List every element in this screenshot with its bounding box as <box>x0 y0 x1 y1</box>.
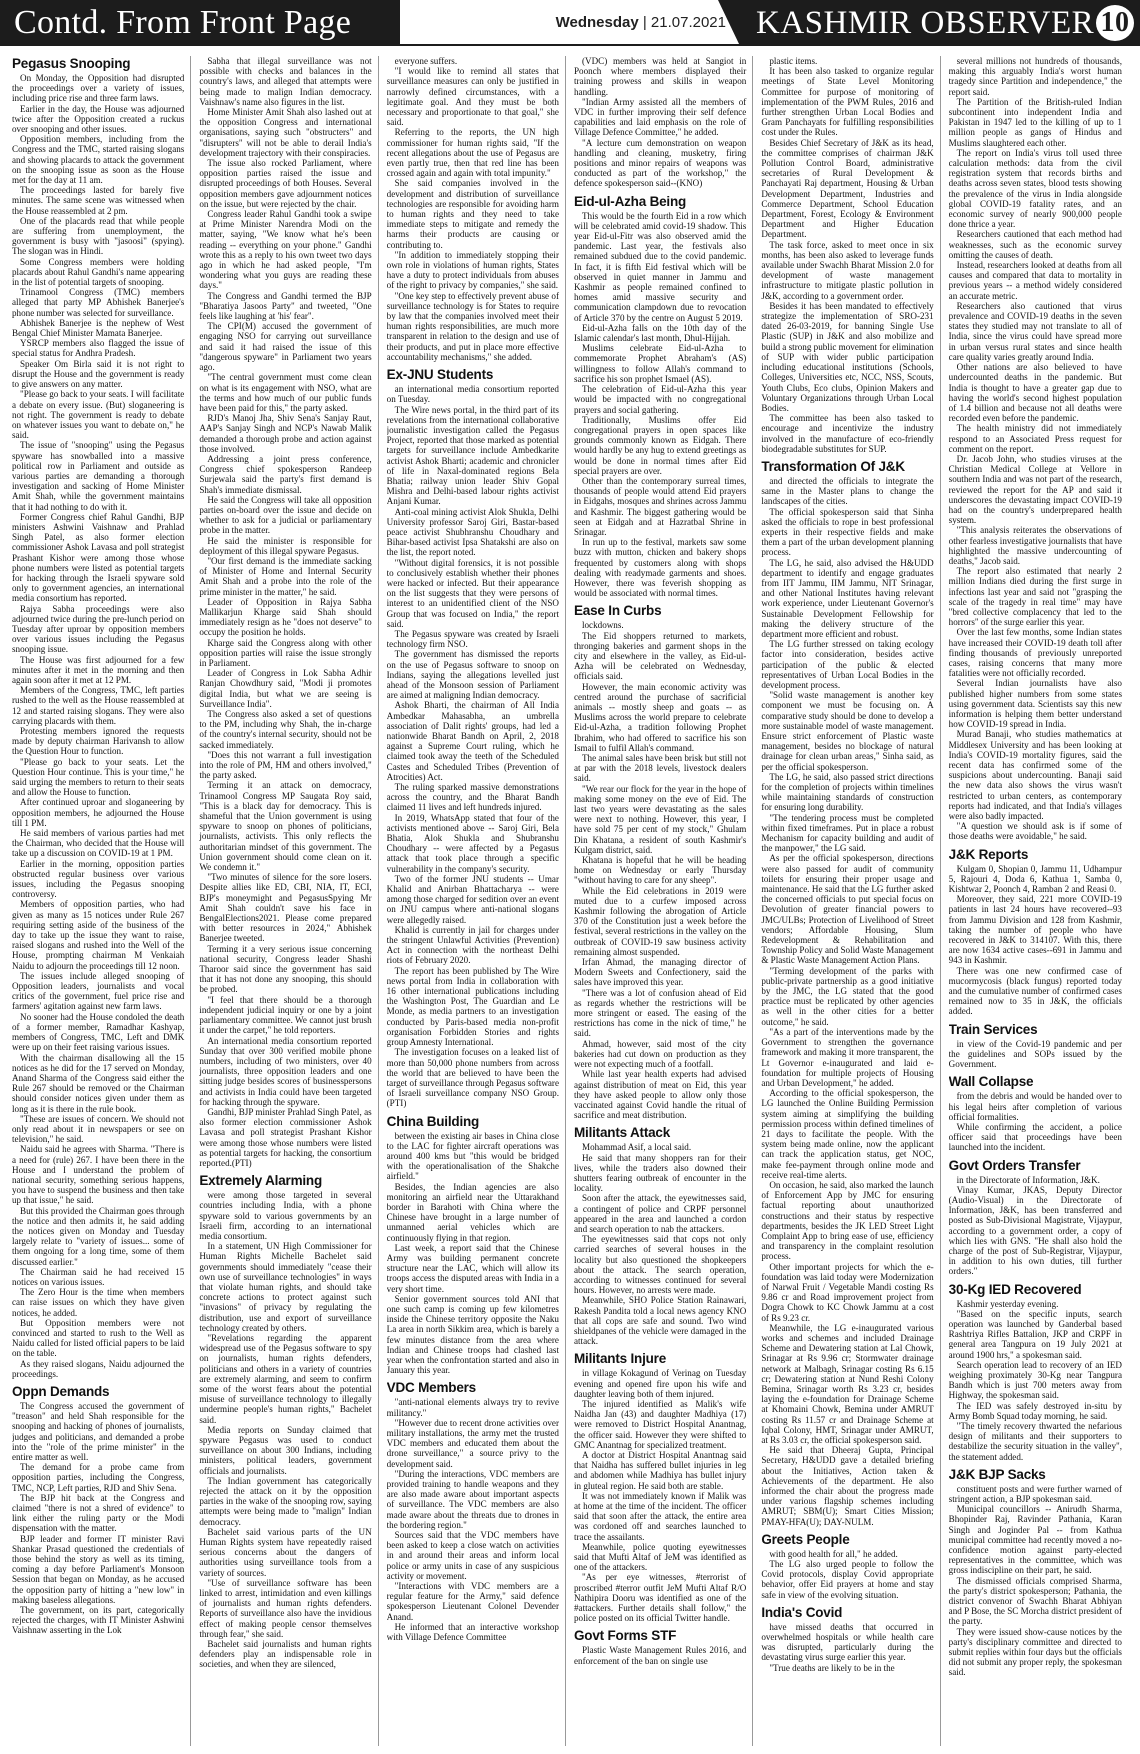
column-5 <box>761 56 940 1746</box>
article-paragraph: The LG, he said, also passed strict directions for the completion of projects within timelines while maintaining standards of construction for ensuring long durability. <box>761 771 934 813</box>
article-paragraph: He said that many shoppers ran for their lives, while the traders also downed their shutters fearing outbreak of encounter in the locality. <box>573 1152 747 1194</box>
article-paragraph: Murad Banaji, who studies mathematics at Middlesex University and has been looking at India's COVID-19 mortality figures, said the recent data has confirmed some of the suspicions about undercounting. Banaji said the new data also shows the virus wasn't restricted to urban centers, as contemporary reports had indicated, and that India's villages were also badly impacted. <box>948 729 1122 822</box>
article-headline: Eid-ul-Azha Being <box>573 193 687 209</box>
article-paragraph: Leader of Opposition in Rajya Sabha Mallikarjun Kharge said Shah should immediately resign as he "does not deserve" to occupy the position he holds. <box>199 596 372 638</box>
article-paragraph: He said that Dheeraj Gupta, Principal Secretary, H&UDD gave a detailed briefing about the Initiatives, Action taken & Achievements of the department. He also informed the chair about the progress made under various flagship schemes including AMRUT; SBM(U); Smart Cities Mission; PMAY-HFA(U); DAY-NULM. <box>761 1445 934 1527</box>
article-paragraph: The LG further stressed on taking ecology factor into consideration, besides active participation of the public & elected representatives of Urban Local Bodies in the development process. <box>761 639 934 690</box>
article-paragraph: He said the Congress will take all opposition parties on-board over the issue and decide on whether to ask for a judicial or parliamentary probe in the matter. <box>199 494 372 536</box>
column-6 <box>949 56 1128 1746</box>
column-1 <box>12 56 191 1746</box>
article-paragraph: (VDC) members was held at Sangiot in Poonch where members displayed their training prowess and skills in weapon handling. <box>573 56 747 97</box>
article-paragraph: The government has dismissed the reports on the use of Pegasus software to snoop on Indians, saying the allegations levelled just ahead of the Monsoon session of Parliament are aimed at maligning Indian democracy. <box>386 649 559 701</box>
article-paragraph: "Revelations regarding the apparent widespread use of the Pegasus software to spy on journalists, human rights defenders, politicians and others in a variety of countries are extremely alarming, and seem to confirm some of the worst fears about the potential misuse of surveillance technology to illegally undermine people's human rights," Bachelet said. <box>199 1332 372 1425</box>
article-paragraph: The eyewitnesses said that cops not only carried searches of several houses in the locality but also questioned the shopkeepers about the attack. The search operation, according to witnesses continued for several hours. However, no arrests were made. <box>573 1234 747 1296</box>
article-paragraph: plastic items. <box>769 56 818 66</box>
article-paragraph: Mohammad Asif, a local said. <box>581 1142 692 1153</box>
article-paragraph: Meanwhile, the LG e-inaugurated various works and schemes and included Drainage Scheme and Dewatering station at Lal Chowk, Srinagar at Rs 9.96 cr; Stormwater drainage network at Malbagh, Srinagar costing Rs 6.15 cr; Dewatering station at Nund Reshi Colony Bemina, Srinagar worth Rs 3.23 cr, besides laying the e-foundation for Drainage Scheme at Khomaini Chowk, Bemina under AMRUT costing Rs 11.57 cr and Drainage Scheme at Iqbal Colony, HMT, Srinagar under AMRUT, at Rs 3.03 cr, the official spokesperson said. <box>761 1322 934 1446</box>
article-paragraph: Muslims celebrate Eid-ul-Azha to commemorate Prophet Abraham's (AS) willingness to follow Allah's command to sacrifice his son prophet Ismael (AS). <box>573 343 747 384</box>
article-paragraph: have missed deaths that occurred in overwhelmed hospitals or while health care was disrupted, particularly during the devastating virus surge earlier this year. <box>761 1621 934 1663</box>
article-paragraph: The Eid shoppers returned to markets, thronging bakeries and garment shops in the city and elsewhere in the valley, as Eid-ul-Azha will be celebrated on Wednesday, officials said. <box>573 630 747 682</box>
article-paragraph: Besides, the Indian agencies are also monitoring an airfield near the Uttarakhand border in Barahoti with China where the Chinese have brought in a large number of unmanned aerial vehicles which are continuously flying in that region. <box>386 1181 559 1243</box>
article-headline: Ease In Curbs <box>573 603 662 619</box>
article-paragraph: "Interactions with VDC members are a regular feature for the Army," said defence spokesperson Lieutenant Colonel Devender Anand. <box>386 1581 559 1622</box>
article-paragraph: everyone suffers. <box>394 56 458 66</box>
dateline: Wednesday | 21.07.2021 <box>400 0 740 46</box>
article-paragraph: Other important projects for which the e-foundation was laid today were Modernization of Narwal Fruit / Vegetable Mandi costing Rs 9.86 cr and Road improvement project from Dogra Chowk to KC Chowk Jammu at a cost of Rs 9.23 cr. <box>761 1261 934 1323</box>
article-headline: Greets People <box>761 1531 850 1547</box>
article-paragraph: Dr. Jacob John, who studies viruses at the Christian Medical College at Vellore in southern India and was not part of the research, reviewed the report for the AP and said it underscores the devastating impact COVID-19 had on the country's underprepared health system. <box>948 453 1122 526</box>
article-paragraph: The task force, asked to meet once in six months, has been also asked to leverage funds available under Swachh Bharat Mission 2.0 for development of waste management infrastructure to mitigate plastic pollution in J&K, according to a government order. <box>761 239 934 301</box>
article-paragraph: Two of the former JNU students -- Umar Khalid and Anirban Bhattacharya -- were among those charged for sedition over an event on JNU campus where anti-national slogans were allegedly raised. <box>386 873 559 925</box>
article-paragraph: "I would like to remind all states that surveillance measures can only be justified in narrowly defined circumstances, with a legitimate goal. And they must be both necessary and proportionate to that goal," she said. <box>386 66 559 128</box>
article-paragraph: The CPI(M) accused the government of engaging NSO for carrying out surveillance and said it had raised the issue of this "dangerous spyware" in Parliament two years ago. <box>199 321 372 373</box>
article-paragraph: Congress leader Rahul Gandhi took a swipe at Prime Minister Narendra Modi on the matter, saying, "We know what he's been reading -- everything on your phone." Gandhi wrote this as a reply to his own tweet two days ago in which he had asked people, "I'm wondering what you guys are reading these days." <box>199 209 372 291</box>
article-paragraph: While last year health experts had advised against distribution of meat on Eid, this year they have asked people to allow only those vaccinated against Covid handle the ritual of sacrifice and meat distribution. <box>573 1069 747 1121</box>
article-paragraph: Rajya Sabha proceedings were also adjourned twice during the pre-lunch period on Tuesday after uproar by opposition members over various issues including the Pegasus snooping issue. <box>12 603 185 655</box>
article-paragraph: The health ministry did not immediately respond to an Associated Press request for comment on the report. <box>948 423 1122 454</box>
article-paragraph: constituent posts and were further warned of stringent action, a BJP spokesman said. <box>948 1483 1122 1504</box>
article-paragraph: "Does this not warrant a full investigation into the role of PM, HM and others involved," the party asked. <box>199 749 372 781</box>
article-paragraph: With the chairman disallowing all the 15 notices as he did for the 17 served on Monday, Anand Sharma of the Congress said either the Rule 267 should be removed or the Chairman should consider notices given under them as long as it is there in the rule book. <box>12 1052 185 1114</box>
article-paragraph: "Our first demand is the immediate sacking of Minister of Home and Internal Security Amit Shah and a probe into the role of the prime minister in the matter," he said. <box>199 555 372 597</box>
article-paragraph: Researchers cautioned that each method had weaknesses, such as the economic survey omitting the causes of death. <box>948 229 1122 260</box>
article-paragraph: YSRCP members also flagged the issue of special status for Andhra Pradesh. <box>12 338 185 359</box>
issue-day: Wednesday <box>555 13 639 31</box>
article-paragraph: The government, on its part, categorically rejected the charges, with IT Minister Ashwini Vaishnaw asserting in the Lok <box>12 1605 185 1636</box>
article-paragraph: Former Congress chief Rahul Gandhi, BJP ministers Ashwini Vaishnaw and Prahlad Singh Patel, as also former election commissioner Ashok Lavasa and poll strategist Prashant Kishor were among those whose phone numbers were listed as potential targets for hacking through the Israeli spyware sold only to government agencies, an international media consortium has reported. <box>12 511 185 604</box>
article-paragraph: Khalid is currently in jail for charges under the stringent Unlawful Activities (Prevention) Act in connection with the northeast Delhi riots of February 2020. <box>386 924 559 966</box>
article-headline: Train Services <box>948 1021 1038 1037</box>
article-headline: India's Covid <box>761 1604 843 1620</box>
article-paragraph: Trinamool Congress (TMC) members alleged that party MP Abhishek Banerjee's phone number was selected for surveillance. <box>12 287 185 318</box>
article-paragraph: "The timely recovery thwarted the nefarious design of militants and their supporters to destabilize the security situation in the valley", the statement added. <box>948 1420 1122 1462</box>
column-2 <box>199 56 378 1746</box>
article-headline: Pegasus Snooping <box>12 56 131 71</box>
article-paragraph: The official spokesperson said that Sinha asked the officials to rope in best professional experts in their respective fields and make them a part of the urban development planning process. <box>761 506 934 558</box>
article-paragraph: "There was a lot of confusion ahead of Eid as regards whether the restrictions will be more stringent or eased. The easing of the restrictions has come in the nick of time," he said. <box>573 987 747 1039</box>
article-paragraph: The Congress and Gandhi termed the BJP "Bharatiya Jasoos Party" and tweeted, "One feels like laughing at 'his' fear". <box>199 290 372 322</box>
article-columns <box>12 56 1128 1746</box>
article-paragraph: After continued uproar and sloganeering by opposition members, he adjourned the House till 1 PM. <box>12 797 185 828</box>
article-paragraph: "Based on the specific inputs, search operation was launched by Ganderbal based Rashtriya Rifles Battalion, JKP and CRPF in general area Tangpura on 19 July 2021 at around 1900 hrs," a spokesman said. <box>948 1308 1122 1360</box>
article-paragraph: While the Eid celebrations in 2019 were muted due to a curfew imposed across Kashmir following the abrogation of Article 370 of the Constitution just a week before the festival, several restrictions in the valley on the outbreak of COVID-19 saw business activity remaining almost suspended. <box>573 885 747 957</box>
article-headline: 30-Kg IED Recovered <box>948 1281 1082 1297</box>
issue-date: 21.07.2021 <box>650 13 726 31</box>
article-paragraph: The Wire news portal, in the third part of its revelations from the international collaborative journalistic investigation called the Pegasus Project, reported that those marked as potential targets for surveillance include Ambedkarite activist Ashok Bharti; academic and chronicler of life in Naxal-dominated regions Bela Bhatia; railway union leader Shiv Gopal Mishra and Delhi-based labour rights activist Anjani Kumar. <box>386 404 559 507</box>
article-paragraph: While confirming the accident, a police officer said that proceedings have been launched into the incident. <box>948 1121 1122 1153</box>
article-paragraph: The investigation focuses on a leaked list of more than 50,000 phone numbers from across the world that are believed to have been the target of surveillance through Pegasus software of Israeli surveillance company NSO Group. (PTI) <box>386 1047 559 1109</box>
article-paragraph: "I feel that there should be a thorough independent judicial inquiry or one by a joint parliamentary committee. We cannot just brush it under the carpet," he told reporters. <box>199 994 372 1036</box>
article-paragraph: They were issued show-cause notices by the party's disciplinary committee and directed to submit replies within four days but the officials did not submit any proper reply, the spokesman said. <box>948 1626 1122 1678</box>
article-paragraph: Opposition members, including from the Congress and the TMC, started raising slogans and showing placards to attack the government on the snooping issue as soon as the House met for the day at 11 am. <box>12 134 185 186</box>
article-paragraph: Researchers also cautioned that virus prevalence and COVID-19 deaths in the seven states they studied may not translate to all of India, since the virus could have spread more in urban versus rural states and since health care quality varies greatly around India. <box>948 300 1122 362</box>
article-paragraph: No sooner had the House condoled the death of a former member, Ramadhar Kashyap, members of Congress, TMC, Left and DMK were up on their feet raising various issues. <box>12 1011 185 1053</box>
article-paragraph: Speaker Om Birla said it is not right to disrupt the House and the government is ready to give answers on any matter. <box>12 358 185 390</box>
article-paragraph: Search operation lead to recovery of an IED weighing proximately 30-Kg near Tangpura Bandh which is just 700 meters away from Highway, the spokesman said. <box>948 1359 1122 1401</box>
article-paragraph: The issue also rocked Parliament, where opposition parties raised the issue and disrupted proceedings of both Houses. Several opposition members gave adjournment notices on the issue, but were rejected by the chair. <box>199 158 372 209</box>
article-paragraph: Naidu said he agrees with Sharma. "There is a need for (rule) 267. I have been there in the House and I understand the problem of national security, something serious happens, you have to suspend the business and then take up that issue," he said. <box>12 1144 185 1206</box>
article-paragraph: She said companies involved in the development and distribution of surveillance technologies are responsible for avoiding harm to human rights and they need to take immediate steps to mitigate and remedy the harms their products are causing or contributing to. <box>386 178 559 250</box>
article-paragraph: "This analysis reiterates the observations of other fearless investigative journalists that have highlighted the massive undercounting of deaths," Jacob said. <box>948 525 1122 566</box>
article-paragraph: "The tendering process must be completed within fixed timeframes. Put in place a robust Mechanism for capacity building and audit of the manpower," the LG said. <box>761 812 934 854</box>
article-paragraph: "A question we should ask is if some of those deaths were avoidable," he said. <box>948 821 1122 842</box>
article-headline: China Building <box>386 1113 480 1129</box>
article-paragraph: He informed that an interactive workshop with Village Defence Committee <box>386 1621 559 1643</box>
article-paragraph: Besides Chief Secretary of J&K as its head, the committee comprises of chairman J&K Pollution Control Board, administrative secretaries of Rural Development & Panchayati Raj department, Housing & Urban Development Department, Industries and Commerce Department, School Education Department, Forest, Ecology & Environment Department and Higher Education Department. <box>761 137 934 240</box>
article-paragraph: It was not immediately known if Malik was at home at the time of the incident. The officer said that soon after the attack, the entire area was cordoned off and searches launched to trace the assailants. <box>573 1490 747 1542</box>
article-paragraph: Kharge said the Congress along with other opposition parties will raise the issue strongly in Parliament. <box>199 637 372 668</box>
article-paragraph: "A lecture cum demonstration on weapon handling and cleaning, musketry, firing positions and minor repairs of weapons was conducted as part of the workshop," the defence spokesperson said--(KNO) <box>573 137 747 189</box>
article-paragraph: Earlier in the day, the House was adjourned twice after the Opposition created a ruckus over snooping and other issues. <box>12 103 185 135</box>
article-paragraph: The Zero Hour is the time when members can raise issues on which they have given notices, he added. <box>12 1287 185 1318</box>
article-paragraph: The Congress also asked a set of questions to the PM, including why Shah, the in-charge of the country's internal security, should not be sacked immediately. <box>199 709 372 750</box>
article-paragraph: "True deaths are likely to be in the <box>769 1662 895 1673</box>
article-paragraph: An international media consortium reported Sunday that over 300 verified mobile phone numbers, including of two ministers, over 40 journalists, three opposition leaders and one sitting judge besides scores of businesspersons and activists in India could have been targeted for hacking through the spyware. <box>199 1035 372 1107</box>
column-4 <box>574 56 753 1746</box>
article-paragraph: As per the official spokesperson, directions were also passed for audit of community toilets for ensuring their proper usage and maintenance. He said that the LG further asked the concerned officials to put special focus on Devolution of greater financial powers to JMC/ULBs; Protection of Livelihood of Street vendors; Affordable Housing, Slum Redevelopment & Rehabilitation and Township Policy and Solid Waste Management & Plastic Waste Management Action Plans. <box>761 853 934 966</box>
article-paragraph: Besides it has been mandated to effectively strategize the implementation of SRO-231 dated 26-03-2019, for banning Single Use Plastic (SUP) in J&K and also mobilize and build a strong public movement for elimination of SUP with wider public participation including educational institutions (Schools, Colleges, Universities etc, NCC, NSS, Scouts, Youth Clubs, Eco clubs, Opinion Makers and Voluntary Organizations through Urban Local Bodies. <box>761 300 934 413</box>
article-paragraph: One of the placards read that while people are suffering from unemployment, the government is busy with "jasoosi" (spying). The slogan was in Hindi. <box>12 215 185 257</box>
article-paragraph: between the existing air bases in China close to the LAC for fighter aircraft operations was around 400 kms but "this would be bridged with the operationalisation of the Shakche airfield." <box>386 1130 559 1182</box>
article-paragraph: On occasion, he said, also marked the launch of Enforcement App by JMC for ensuring factual reporting about unauthorized constructions and their status by respective departments, besides the JK LED Street Light Complaint App to bring ease of use, efficiency and transparency in the complaint resolution process. <box>761 1179 934 1262</box>
article-paragraph: and directed the officials to integrate the same in the Master plans to change the landscapes of the cities. <box>761 475 934 507</box>
article-paragraph: Moreover, they said, 221 more COVID-19 patients in last 24 hours have recovered--93 from Jammu Division and 128 from Kashmir, taking the number of people who have recovered in J&K to 314107. With this, there are now 1634 active cases--691 in Jammu and 943 in Kashmir. <box>948 894 1122 966</box>
article-paragraph: The report also estimated that nearly 2 million Indians died during the first surge in infections last year and said not "grasping the scale of the tragedy in real time" may have "bred collective complacency that led to the horrors" of the surge earlier this year. <box>948 566 1122 628</box>
article-paragraph: The IED was safely destroyed in-situ by Army Bomb Squad today morning, he said. <box>948 1400 1122 1421</box>
article-paragraph: "Two minutes of silence for the sore losers. Despite allies like ED, CBI, NIA, IT, ECI, BJP's moneymight and PegasusSpying Mr Amit Shah couldn't save his face in BengalElections2021. Please come prepared with better resources in 2024," Abhishek Banerjee tweeted. <box>199 872 372 944</box>
article-paragraph: Home Minister Amit Shah also lashed out at the opposition Congress and international organisations, saying such "obstructers" and "disrupters" will not be able to derail India's development trajectory with their conspiracies. <box>199 107 372 158</box>
article-paragraph: "Indian Army assisted all the members of VDC in further improving their self defence capabilities and laid emphasis on the role of Village Defence Committee," he added. <box>573 96 747 138</box>
article-paragraph: in village Kokagund of Verinag on Tuesday evening and opened fire upon his wife and daughter leaving both of them injured. <box>573 1368 747 1399</box>
article-paragraph: Anti-coal mining activist Alok Shukla, Delhi University professor Saroj Giri, Bastar-based peace activist Shubhranshu Choudhary and Bihar-based activist Ipsa Shatakshi are also on the list, the report noted. <box>386 506 559 558</box>
article-paragraph: Several Indian journalists have also published higher numbers from some states using government data. Scientists say this new information is helping them better understand how COVID-19 spread in India. <box>948 678 1122 730</box>
article-paragraph: Addressing a joint press conference, Congress chief spokesperson Randeep Surjewala said the party's first demand is Shah's immediate dismissal. <box>199 453 372 495</box>
article-paragraph: The Chairman said he had received 15 notices on various issues. <box>12 1266 185 1287</box>
article-paragraph: "Please go back to your seats. Let the Question Hour continue. This is your time," he said urging the members to return to their seats and allow the House to function. <box>12 756 185 798</box>
article-paragraph: Terming it an attack on democracy, Trinamool Congress MP Saugata Roy said, "This is a black day for democracy. This is shameful that the Union government is using spyware to snoop on phones of politicians, journalists, activists. This only reflects the authoritarian mindset of this government. The Union government should come clean on it. We condemn it." <box>199 780 372 873</box>
article-paragraph: Leader of Congress in Lok Sabha Adhir Ranjan Chowdhury said, "Modi ji promotes digital India, but what we are seeing is Surveillance India". <box>199 668 372 709</box>
article-paragraph: "The central government must come clean on what is its engagement with NSO, what are the terms and how much of our public funds have been paid for this," the party asked. <box>199 372 372 413</box>
article-paragraph: Other nations are also believed to have undercounted deaths in the pandemic. But India is thought to have a greater gap due to having the world's second highest population of 1.4 billion and because not all deaths were recorded even before the pandemic. <box>948 362 1122 424</box>
article-paragraph: Meanwhile, police quoting eyewitnesses said that Mufti Altaf of JeM was identified as one of the attackers. <box>573 1541 747 1573</box>
article-paragraph: Over the last few months, some Indian states have increased their COVID-19 death toll after finding thousands of previously unreported cases, raising concerns that many more fatalities were not officially recorded. <box>948 627 1122 679</box>
article-paragraph: The Partition of the British-ruled Indian subcontinent into independent India and Pakistan in 1947 led to the killing of up to 1 million people as gangs of Hindus and Muslims slaughtered each other. <box>948 96 1122 148</box>
article-paragraph: According to the official spokesperson, the LG launched the Online Building Permission system aiming at simplifying the building permission process within defined timelines of 21 days to facilitate the people. With the system being made online, now the applicant can track the application status, get NOC, make fee-payment through online mode and receive real-time alerts. <box>761 1088 934 1180</box>
article-paragraph: The proceedings lasted for barely five minutes. The same scene was witnessed when the House reassembled at 2 pm. <box>12 185 185 216</box>
article-paragraph: with good health for all," he added. <box>769 1548 898 1559</box>
article-paragraph: from the debris and would be handed over to his legal heirs after completion of various official formalities. <box>948 1091 1122 1122</box>
page-number: 10 <box>1096 5 1134 41</box>
article-paragraph: The issue of "snooping" using the Pegasus spyware has snowballed into a massive political row in Parliament and outside as various parties are demanding a thorough investigation and sacking of Home Minister Amit Shah, while the government maintains that it had nothing to do with it. <box>12 440 185 512</box>
article-paragraph: Other than the contemporary surreal times, thousands of people would attend Eid prayers in Eidgahs, mosques and shrines across Jammu and Kashmir. The biggest gathering would be seen at Eidgah and at Hazratbal Shrine in Srinagar. <box>573 475 747 537</box>
article-paragraph: "Terming development of the parks with public-private partnership as a good initiative by the JMC, the LG stated that the good practice must be replicated by other agencies as well in the other cities for a better outcome," he said. <box>761 965 934 1027</box>
article-paragraph: Earlier in the morning, opposition parties obstructed regular business over various issues, including the Pegasus snooping controversy. <box>12 858 185 900</box>
article-paragraph: In 2019, WhatsApp stated that four of the activists mentioned above -- Saroj Giri, Bela Bhatia, Alok Shukla and Shubranshu Choudhary -- were affected by a Pegasus attack that took place through a specific vulnerability in the company's security. <box>386 812 559 874</box>
article-paragraph: The demand for a probe came from opposition parties, including the Congress, TMC, NCP, Left parties, RJD and Shiv Sena. <box>12 1462 185 1493</box>
article-paragraph: The issues include alleged snooping of Opposition leaders, journalists and vocal critics of the government, fuel price rise and farmers' agitation against new farm laws. <box>12 970 185 1012</box>
article-paragraph: The House was first adjourned for a few minutes after it met in the morning and then again soon after it met at 12 PM. <box>12 654 185 685</box>
article-paragraph: Irfan Ahmad, the managing director of Modern Sweets and Confectionery, said the sales have improved this year. <box>573 957 747 988</box>
article-paragraph: Gandhi, BJP minister Prahlad Singh Patel, as also former election commissioner Ashok Lavasa and poll strategist Prashant Kishor were among those whose numbers were listed as potential targets for hacking, the consortium reported.(PTI) <box>199 1106 372 1168</box>
article-paragraph: Some Congress members were holding placards about Rahul Gandhi's name appearing in the list of potential targets of snooping. <box>12 256 185 288</box>
article-headline: Militants Injure <box>573 1351 667 1367</box>
article-headline: Extremely Alarming <box>199 1173 323 1189</box>
article-paragraph: Terming it a very serious issue concerning national security, Congress leader Shashi Tharoor said since the government has said that it has not done any snooping, this should be probed. <box>199 943 372 995</box>
article-paragraph: Abhishek Banerjee is the nephew of West Bengal Chief Minister Mamata Banerjee. <box>12 317 185 339</box>
article-headline: Oppn Demands <box>12 1384 110 1399</box>
article-paragraph: Senior government sources told ANI that one such camp is coming up few kilometres inside the Chinese territory opposite the Naku La area in north Sikkim area, which is barely a few minutes distance from the area where Indian and Chinese troops had clashed last year when the confrontation started and also in January this year. <box>386 1293 559 1376</box>
article-paragraph: The committee has been also tasked to encourage and incentivize the industry involved in the manufacture of eco-friendly biodegradable substitutes for SUP. <box>761 413 934 454</box>
article-paragraph: Municipal councillors -- Anirudh Sharma, Bhopinder Raj, Ravinder Pathania, Karan Singh and Joginder Pal -- from Kathua municipal committee had recently moved a no-confidence motion against party-elected representatives in the committee, which was gross indiscipline on their part, he said. <box>948 1504 1122 1576</box>
article-paragraph: Ahmad, however, said most of the city bakeries had cut down on production as they were not expecting much of a footfall. <box>573 1038 747 1070</box>
article-paragraph: Ashok Bharti, the chairman of All India Ambedkar Mahasabha, an umbrella association of Dalit rights' groups, had led a nationwide Bharat Bandh on April, 2, 2018 against a Supreme Court ruling, which he claimed took away the teeth of the Scheduled Castes and Scheduled Tribes (Prevention of Atrocities) Act. <box>386 700 559 782</box>
article-paragraph: Media reports on Sunday claimed that spyware Pegasus was used to conduct surveillance on about 300 Indians, including ministers, political leaders, government officials and journalists. <box>199 1424 372 1476</box>
article-paragraph: However, the main economic activity was centred around the purchase of sacrificial animals -- mostly sheep and goats -- as Muslims across the world prepare to celebrate Eid-ul-Azha, a tradition following Prophet Ibrahim, who had offered to sacrifice his son Ismail to fulfil Allah's command. <box>573 681 747 753</box>
article-paragraph: Last week, a report said that the Chinese Army was building permanent concrete structure near the LAC, which will allow its troops access the disputed areas with India in a very short time. <box>386 1242 559 1294</box>
article-paragraph: The celebration of Eid-ul-Azha this year would be impacted with no congregational prayers and social gathering. <box>573 384 747 415</box>
article-headline: Govt Forms STF <box>573 1628 677 1644</box>
article-headline: Transformation Of J&K <box>761 458 905 474</box>
article-paragraph: "anti-national elements always try to revive militancy." <box>386 1397 559 1418</box>
article-paragraph: Meanwhile, SHO Police Station Rainawari, Rakesh Pandita told a local news agency KNO that all cops are safe and sound. Two wind shieldpanes of the vehicle were damaged in the attack. <box>573 1295 747 1347</box>
article-paragraph: "Please go back to your seats. I will facilitate a debate on every issue. (But) sloganeering is not right. The government is ready to debate on whatever issues you want to debate on," he said. <box>12 389 185 441</box>
article-headline: J&K BJP Sacks <box>948 1466 1046 1482</box>
article-paragraph: RJD's Manoj Jha, Shiv Sena's Sanjay Raut, AAP's Sanjay Singh and NCP's Nawab Malik demanded a thorough probe and action against those involved. <box>199 413 372 454</box>
article-paragraph: Sabha that illegal surveillance was not possible with checks and balances in the country's laws, and alleged that attempts were being made to malign Indian democracy. Vaishnaw's name also figures in the list. <box>199 56 372 107</box>
article-paragraph: He said members of various parties had met the Chairman, who decided that the House will take up a discussion on COVID-19 at 1 PM. <box>12 828 185 859</box>
article-paragraph: "Without digital forensics, it is not possible to conclusively establish whether their phones were hacked or infected. But their appearance on the list suggests that they were persons of interest to an unidentified client of the NSO Group that was focused on India," the report said. <box>386 557 559 629</box>
article-paragraph: The dismissed officials comprised Sharma, the party's district spokesperson; Pathania, the district convenor of Swachh Bharat Abhiyan and P Bose, the SC Morcha district president of the party. <box>948 1575 1122 1627</box>
article-paragraph: The LG also urged people to follow the Covid protocols, display Covid appropriate behavior, offer Eid prayers at home and stay safe in view of the evolving situation. <box>761 1559 934 1600</box>
article-paragraph: In run up to the festival, markets saw some buzz with mutton, chicken and bakery shops frequented by customers along with shops dealing with readymade garments and shoes. However, there was feverish shopping as would be associated with normal times. <box>573 537 747 599</box>
section-title: Contd. From Front Page <box>0 0 400 46</box>
article-paragraph: "As a part of the interventions made by the Government to strengthen the governance framework and making it more transparent, the Lt Governor e-inaugurated and laid e-foundation for multiple projects of Housing and Urban Development," he added. <box>761 1026 934 1088</box>
article-paragraph: It has been also tasked to organize regular meetings of State Level Monitoring Committee for purpose of monitoring of implementation of the PWM Rules, 2016 and further strengthen Urban Local Bodies and Gram Panchayats for fulfilling responsibilities cost under the Rules. <box>761 66 934 138</box>
article-paragraph: "Solid waste management is another key component we must be focusing on. A comparative study should be done to develop a more sustainable model of waste management. Ensure strict enforcement of Plastic waste management, besides no blockage of natural drainage for clean urban areas," Sinha said, as per the official spokesperson. <box>761 690 934 772</box>
article-paragraph: Eid-ul-Azha falls on the 10th day of the Islamic calendar's last month, Dhul-Hijjah. <box>573 322 747 344</box>
masthead <box>0 0 1140 46</box>
article-paragraph: were among those targeted in several countries including India, with a phone spyware sold to various governments by an Israeli firm, according to an international media consortium. <box>199 1190 372 1241</box>
article-paragraph: several millions not hundreds of thousands, making this arguably India's worst human tragedy since Partition and independence," the report said. <box>948 56 1122 97</box>
article-paragraph: Vinay Kumar, JKAS, Deputy Director (Audio-Visual) in the Directorate of Information, J&K, has been transferred and posted as Sub-Divisional Magistrate, Vijaypur, according to a government order, a copy of which lies with GNS. "He shall also hold the charge of the post of Sub-Registrar, Vijaypur, in addition to his own duties, till further orders." <box>948 1184 1122 1277</box>
article-paragraph: As they raised slogans, Naidu adjourned the proceedings. <box>12 1358 185 1379</box>
article-paragraph: The Pegasus spyware was created by Israeli technology firm NSO. <box>386 628 559 650</box>
article-paragraph: The animal sales have been brisk but still not at par with the 2018 levels, livestock dealers said. <box>573 753 747 784</box>
article-paragraph: In a statement, UN High Commissioner for Human Rights Michelle Bachelet said governments should immediately "cease their own use of surveillance technologies" in ways that violate human rights, and should take concrete actions to protect against such "invasions" of privacy by regulating the distribution, use and export of surveillance technology created by others. <box>199 1241 372 1333</box>
article-paragraph: Members of the Congress, TMC, left parties rushed to the well as the House reassembled at 12 and started raising slogans. They were also carrying placards with them. <box>12 685 185 726</box>
article-headline: Ex-JNU Students <box>386 367 494 383</box>
article-paragraph: On Monday, the Opposition had disrupted the proceedings over a variety of issues, including price rise and three farm laws. <box>12 73 185 104</box>
article-paragraph: Bachelet said journalists and human rights defenders play an indispensable role in societies, and when they are silenced, <box>199 1639 372 1670</box>
article-paragraph: Sources said that the VDC members have been asked to keep a close watch on activities in and around their areas and inform local police or army units in case of any suspicious activity or movement. <box>386 1530 559 1581</box>
article-paragraph: Bachelet said various parts of the UN Human Rights system have repeatedly raised serious concerns about the dangers of authorities using surveillance tools from a variety of sources. <box>199 1526 372 1578</box>
article-paragraph: "We rear our flock for the year in the hope of making some money on the eve of Eid. The last two years were devastating as the sales were next to nothing. However, this year, I have sold 75 per cent of my stock," Ghulam Din Khatana, a resident of south Kashmir's Kulgam district, said. <box>573 783 747 855</box>
column-3 <box>387 56 566 1746</box>
article-paragraph: in the Directorate of Information, J&K. <box>956 1174 1100 1185</box>
article-paragraph: Referring to the reports, the UN high commissioner for human rights said, "If the recent allegations about the use of Pegasus are even partly true, then that red line has been crossed again and again with total impunity." <box>386 127 559 179</box>
article-paragraph: But Opposition members were not convinced and started to rush to the Well as Naidu called for listed official papers to be laid on the table. <box>12 1317 185 1359</box>
article-paragraph: The ruling sparked massive demonstrations across the country, and the Bharat Bandh claimed 11 lives and left hundreds injured. <box>386 782 559 813</box>
article-paragraph: an international media consortium reported on Tuesday. <box>386 384 559 405</box>
paper-name: KASHMIR OBSERVER <box>756 4 1095 41</box>
article-paragraph: Protesting members ignored the requests made by deputy chairman Harivansh to allow the Question Hour to function. <box>12 726 185 757</box>
article-paragraph: But this provided the Chairman goes through the notice and then admits it, he said adding the notices given on Monday and Tuesday largely relate to "variety of issues... some of them ongoing for a long time, some of them discussed earlier." <box>12 1205 185 1267</box>
article-paragraph: Members of opposition parties, who had given as many as 15 notices under Rule 267 requiring setting aside of the business of the day to take up the issue they want to raise, raised slogans and rushed into the Well of the House, prompting chairman M Venkaiah Naidu to adjourn the proceedings till 12 noon. <box>12 899 185 971</box>
article-headline: Wall Collapse <box>948 1074 1034 1090</box>
article-paragraph: This would be the fourth Eid in a row which will be celebrated amid covid-19 shadow. This year Eid-ul-Fitr was also observed amid the pandemic. Last year, the festivals also remained subdued due to the covid pandemic. In fact, it is fifth Eid festival which will be observed in quiet manner in Jammu and Kashmir as people remained confined to homes amid massive security and communication clampdown due to revocation of Article 370 by the centre on August 5 2019. <box>573 210 747 323</box>
article-paragraph: BJP leader and former IT minister Ravi Shankar Prasad questioned the credentials of those behind the story as well as its timing, coming a day before Parliament's Monsoon Session that began on Monday, as he accused the opposition party of hitting a "new low" in making baseless allegations. <box>12 1533 185 1605</box>
article-paragraph: in view of the Covid-19 pandemic and per the guidelines and SOPs issued by the Government. <box>948 1038 1122 1070</box>
article-paragraph: Instead, researchers looked at deaths from all causes and compared that data to mortality in previous years -- a method widely considered an accurate metric. <box>948 260 1122 301</box>
article-paragraph: Kulgam 0, Shopian 0, Jammu 11, Udhampur 5, Rajouri 4, Doda 6, Kathua 1, Samba 0, Kishtwar 2, Poonch 4, Ramban 2 and Reasi 0. <box>948 863 1122 895</box>
article-paragraph: A doctor at District Hospital Anantnag said that Naidha has suffered bullet injuries in leg and abdomen while Madhiya has bullet injury in gluteal region. He said both are stable. <box>573 1450 747 1491</box>
article-paragraph: "As per eye witnesses, #terrorist of proscribed #terror outfit JeM Mufti Altaf R/O Nathipira Dooru was identified as one of the #attackers. Further details shall follow," the police posted on its official Twitter handle. <box>573 1572 747 1624</box>
article-paragraph: "In addition to immediately stopping their own role in violations of human rights, States have a duty to protect individuals from abuses of the right to privacy by companies," she said. <box>386 249 559 291</box>
article-paragraph: "Use of surveillance software has been linked to arrest, intimidation and even killings of journalists and human rights defenders. Reports of surveillance also have the invidious effect of making people censor themselves through fear," she said. <box>199 1577 372 1639</box>
article-paragraph: The Congress accused the government of "treason" and held Shah responsible for the snooping and hacking of phones of journalists, judges and politicians, and demanded a probe into the "role of the prime minister" in the entire matter as well. <box>12 1401 185 1463</box>
article-headline: J&K Reports <box>948 846 1029 862</box>
article-paragraph: The Indian government has categorically rejected the attack on it by the opposition parties in the wake of the snooping row, saying attempts were being made to "malign" Indian democracy. <box>199 1475 372 1527</box>
article-paragraph: The report on India's virus toll used three calculation methods: data from the civil registration system that records births and deaths across seven states, blood tests showing the prevalence of the virus in India alongside global COVID-19 fatality rates, and an economic survey of nearly 900,000 people done thrice a year. <box>948 147 1122 230</box>
article-paragraph: Plastic Waste Management Rules 2016, and enforcement of the ban on single use <box>573 1645 747 1666</box>
article-paragraph: There was one new confirmed case of mucormycosis (black fungus) reported today and the cumulative number of confirmed cases remained now to 35 in J&K, the officials added. <box>948 965 1122 1017</box>
article-paragraph: The injured identified as Malik's wife Naidha Jan (43) and daughter Madhiya (17) were removed to District Hospital Anantnag, the officer said. However they were shifted to GMC Anantnag for specialized treatment. <box>573 1398 747 1450</box>
article-headline: Militants Attack <box>573 1125 671 1141</box>
article-paragraph: "These are issues of concern. We should not only read about it in newspapers or see on television," he said. <box>12 1113 185 1145</box>
article-paragraph: Khatana is hopeful that he will be heading home on Wednesday or early Thursday "without having to care for any sheep". <box>573 855 747 886</box>
article-paragraph: "During the interactions, VDC members are provided training to handle weapons and they are also made aware about important aspects of surveillance. The VDC members are also made aware about the threats due to drones in the bordering region." <box>386 1468 559 1530</box>
article-paragraph: The BJP hit back at the Congress and claimed "there is not a shred of evidence" to link either the ruling party or the Modi dispensation with the matter. <box>12 1492 185 1534</box>
article-paragraph: He said the minister is responsible for deployment of this illegal spyware Pegasus. <box>199 535 372 556</box>
article-headline: Govt Orders Transfer <box>948 1157 1081 1173</box>
article-paragraph: "One key step to effectively prevent abuse of surveillance technology is for States to require by law that the companies involved meet their human rights responsibilities, are much more transparent in relation to the design and use of their products, and put in place more effective accountability mechanisms," she added. <box>386 290 559 362</box>
article-paragraph: "However due to recent drone activities over military installations, the army met the trusted VDC members and educated them about the drone surveillance," a source privy to the development said. <box>386 1417 559 1469</box>
article-paragraph: Soon after the attack, the eyewitnesses said, a contingent of police and CRPF personnel appeared in the area and launched a cordon and search operation to nab the attackers. <box>573 1193 747 1234</box>
article-paragraph: The report has been published by The Wire news portal from India in collaboration with 16 other international publications including the Washington Post, The Guardian and Le Monde, as media partners to an investigation conducted by Paris-based media non-profit organisation Forbidden Stories and rights group Amnesty International. <box>386 965 559 1048</box>
article-headline: VDC Members <box>386 1380 476 1396</box>
article-paragraph: The LG, he said, also advised the H&UDD department to identify and engage graduates from IIT Jammu, IIM Jammu, NIT Srinagar, and other National Institutes having relevant work experience, under Lieutenant Governor's Sustainable Development Fellowship for making the delivery structure of the department more efficient and robust. <box>761 557 934 639</box>
article-paragraph: lockdowns. <box>581 620 624 631</box>
paper-name-banner <box>740 0 1140 46</box>
article-paragraph: Traditionally, Muslims offer Eid congregational prayers in open spaces like grounds commonly known as Eidgah. There would hardly be any hug to extend greetings as would be done in normal times after Eid special prayers are over. <box>573 414 747 476</box>
article-paragraph: Kashmir yesterday evening. <box>956 1298 1059 1309</box>
